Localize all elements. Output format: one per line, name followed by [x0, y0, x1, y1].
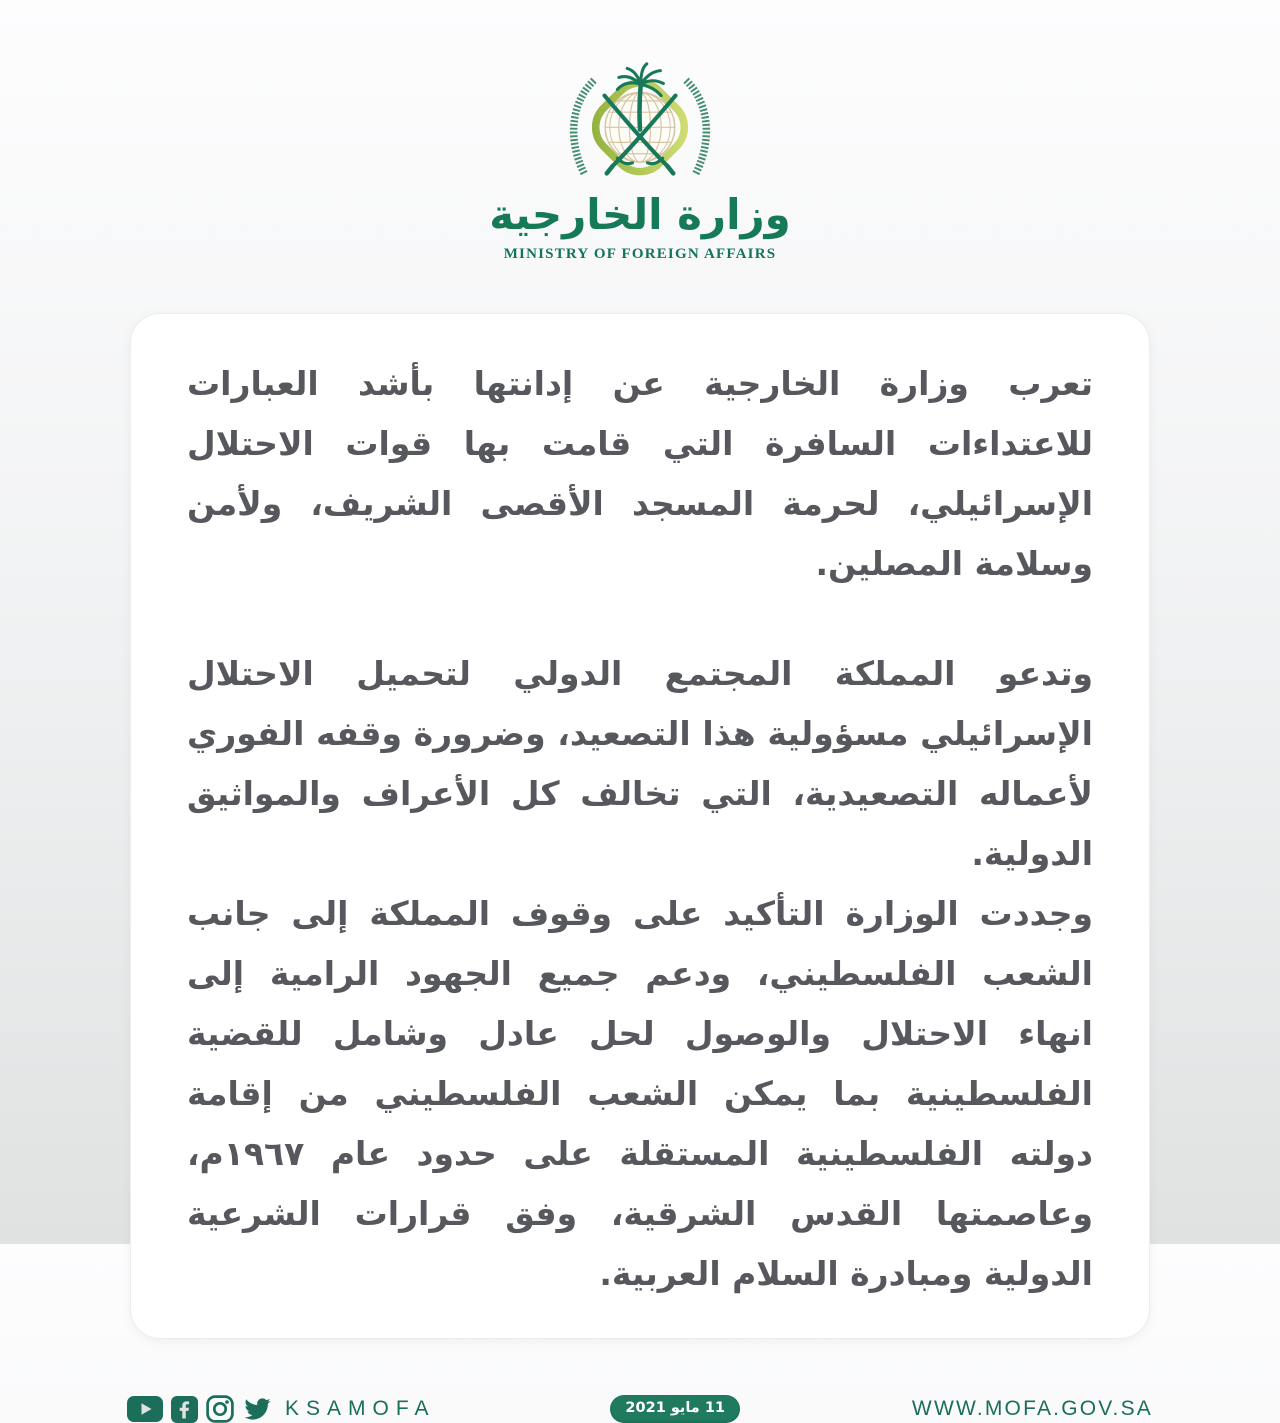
facebook-icon[interactable]: [171, 1396, 198, 1423]
statement-paragraph-1: تعرب وزارة الخارجية عن إدانتها بأشد العبارات للاعتداءات السافرة التي قامت بها قوات الاحتلال الإسرائيلي، لحرمة المسجد الأقصى الشريف، ولأمن وسلامة المصلين.: [187, 364, 1093, 583]
footer-social-group: [127, 1395, 439, 1423]
statement-card: [130, 313, 1150, 1339]
ministry-wordmark-arabic: وزارة الخارجية: [489, 190, 791, 239]
calligraphy-arc-right-icon: [685, 80, 706, 174]
statement-paragraph-2: وتدعو المملكة المجتمع الدولي لتحميل الاحتلال الإسرائيلي مسؤولية هذا التصعيد، وضرورة وقفه الفوري لأعماله التصعيدية، التي تخالف كل الأعراف والمواثيق الدولية.: [187, 654, 1093, 873]
statement-body: [187, 354, 1093, 1304]
statement-paragraph-3: وجددت الوزارة التأكيد على وقوف المملكة إلى جانب الشعب الفلسطيني، ودعم جميع الجهود الرامية إلى انهاء الاحتلال والوصول لحل عادل وشامل للقضية الفلسطينية بما يمكن الشعب الفلسطيني من إقامة دولته الفلسطينية المستقلة على حدود عام ١٩٦٧م، وعاصمتها القدس الشرقية، وفق قرارات الشرعية الدولية ومبادرة السلام العربية.: [187, 894, 1093, 1293]
twitter-icon[interactable]: [242, 1396, 273, 1422]
social-handle: KSAMOFA: [285, 1397, 436, 1420]
calligraphy-arc-left-icon: [574, 80, 595, 174]
ministry-name-english: MINISTRY OF FOREIGN AFFAIRS: [503, 246, 777, 262]
mofa-emblem-icon: [556, 48, 724, 190]
footer: [0, 1395, 1280, 1423]
date-badge: 11 مايو 2021: [610, 1395, 740, 1423]
website-link[interactable]: WWW.MOFA.GOV.SA: [911, 1397, 1153, 1420]
youtube-icon[interactable]: [127, 1396, 163, 1422]
header: [0, 0, 1280, 263]
instagram-icon[interactable]: [206, 1395, 234, 1423]
